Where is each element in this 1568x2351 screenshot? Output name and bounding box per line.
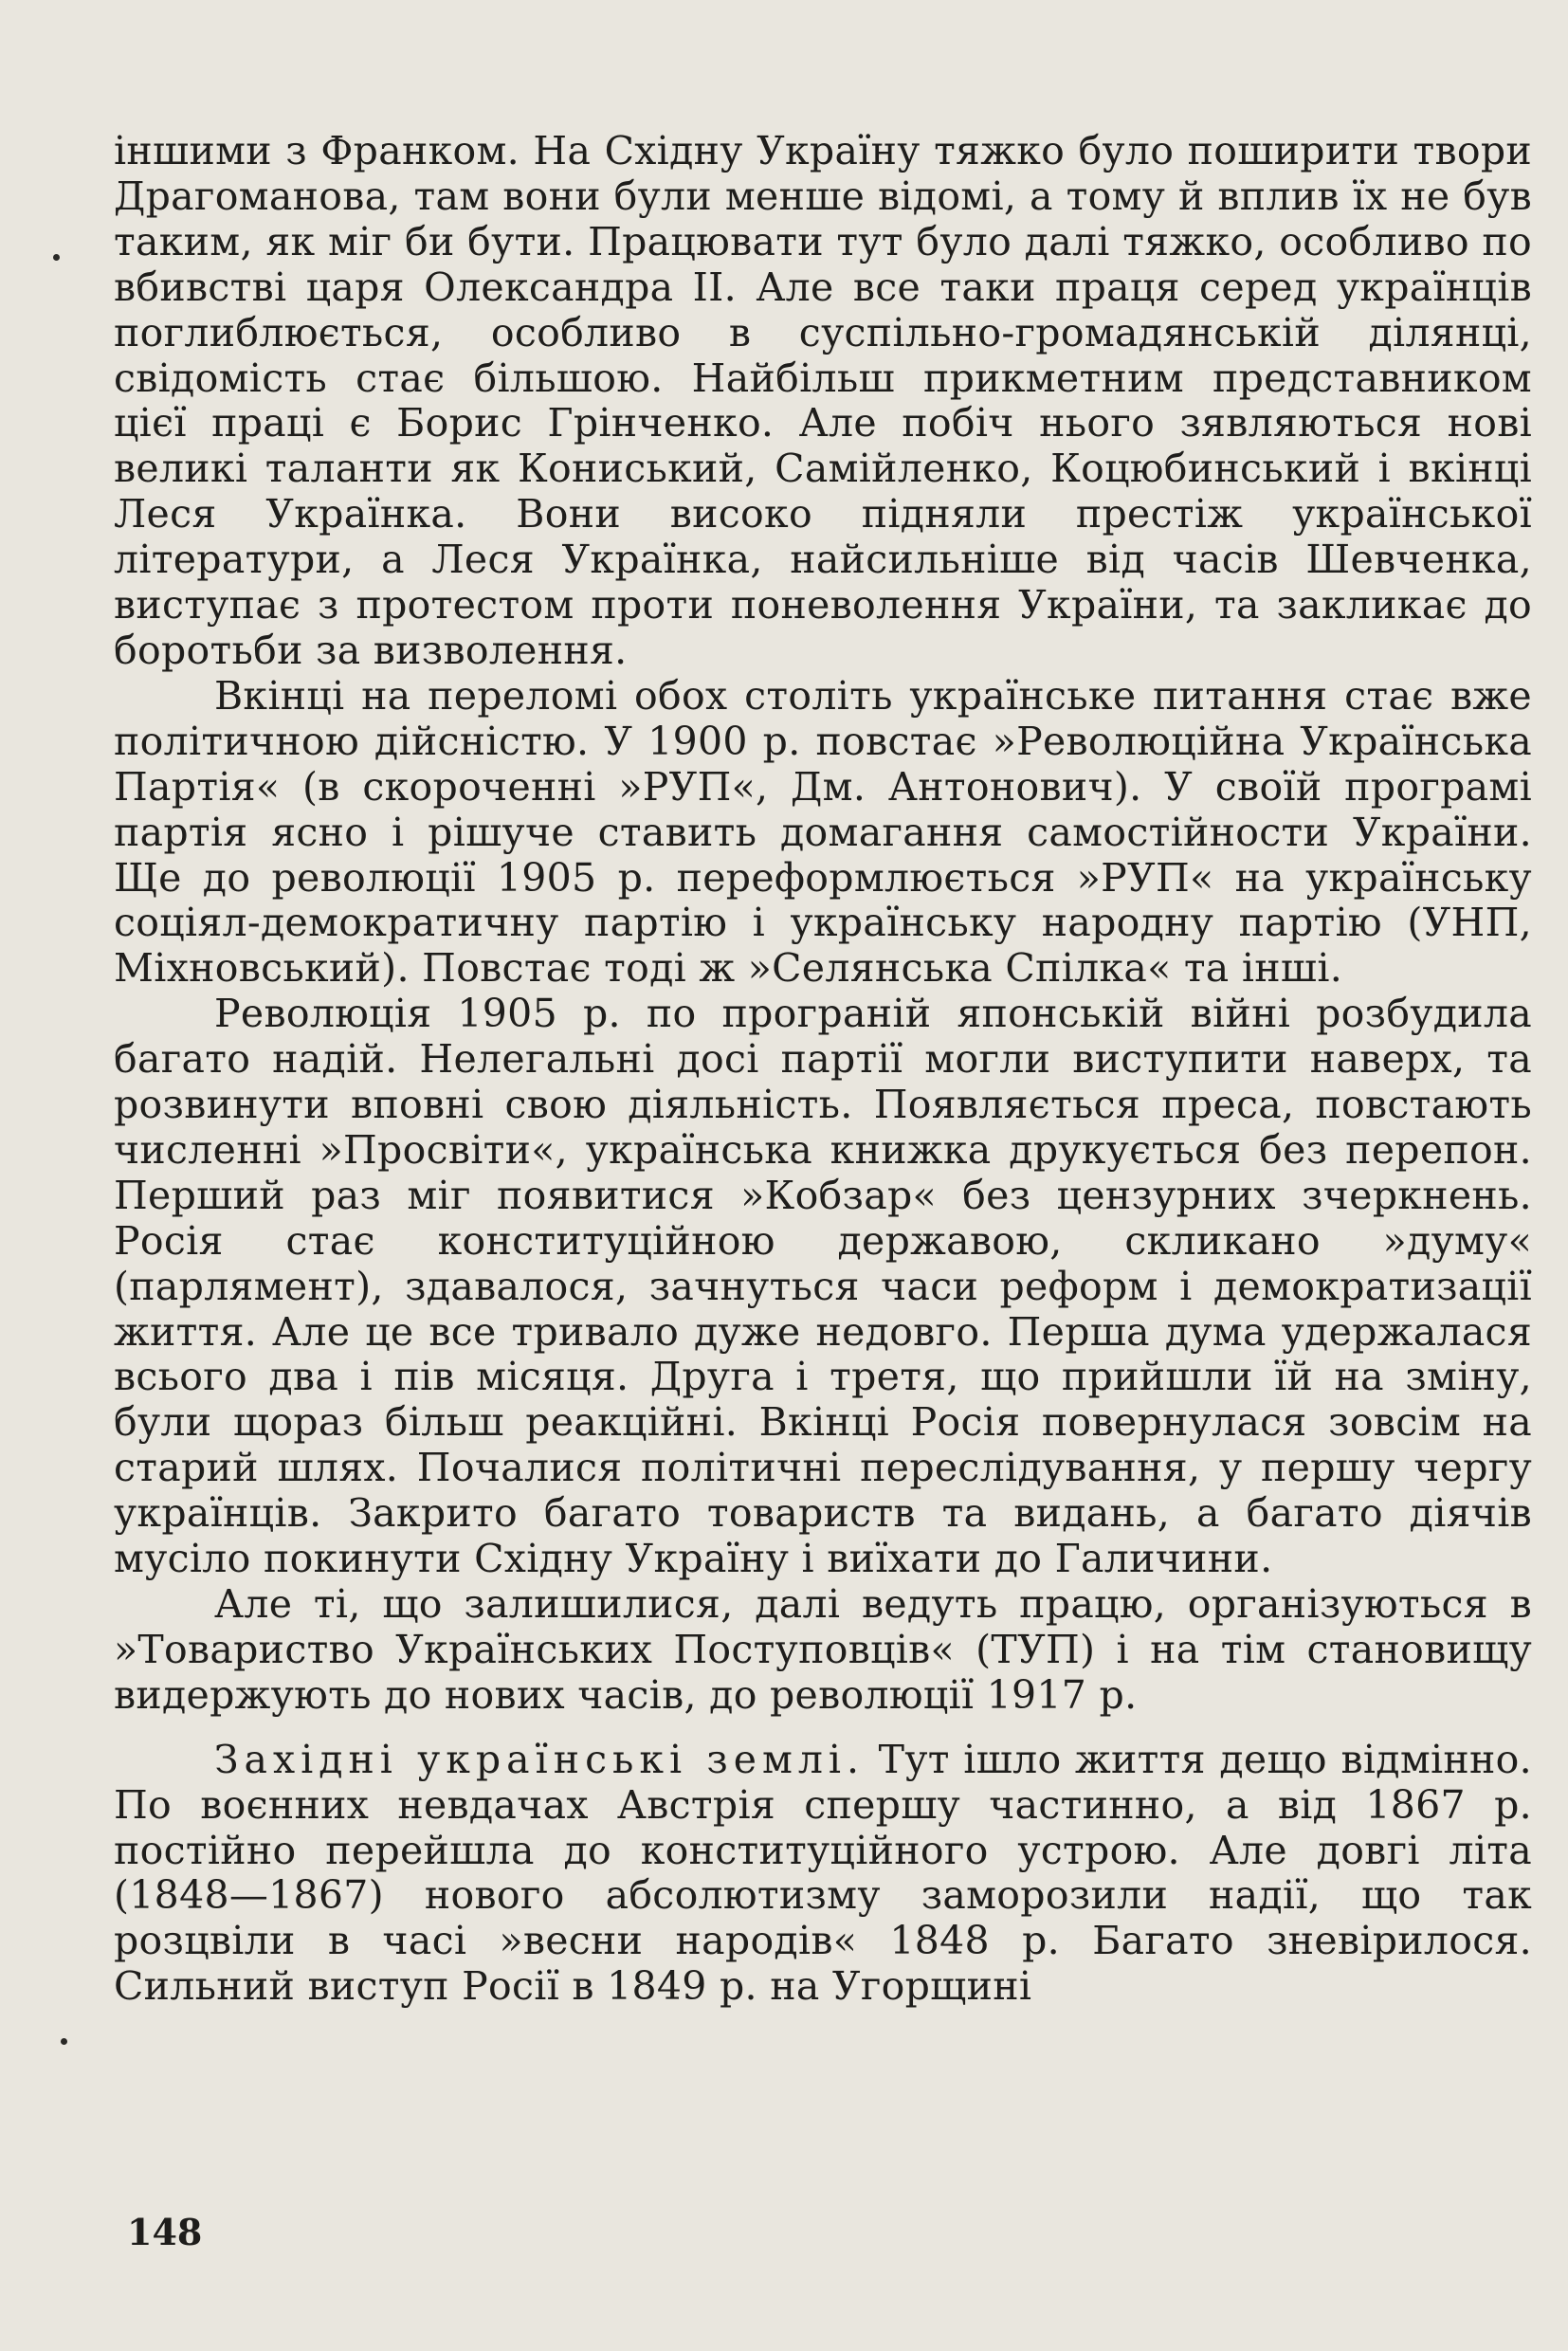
paragraph-east-ukraine-continued: іншими з Франком. На Східну Україну тяжко було поширити твори Драгоманова, там вони були менше відомі, а тому й вплив їх не був таким, як міг би бути. Працювати тут було далі тяжко, особливо по вбивстві царя Олександра II. Але все таки праця серед українців поглиблюється, особливо в суспільно-громадянській ділянці, свідомість стає більшою. Найбільш прикметним представником цієї праці є Борис Грінченко. Але побіч нього зявляються нові великі таланти як Кониський, Самійленко, Коцюбинський і вкінці Леся Українка. Вони високо підняли престіж української літератури, а Леся Українка, найсильніше від часів Шевченка, виступає з протестом проти поневолення України, та закликає до боротьби за визволення.: [114, 128, 1532, 673]
paragraph-revolution-1905: Революція 1905 р. по програній японській війні розбудила багато надій. Нелегальні досі партії могли виступити наверх, та розвинути вповні свою діяльність. Появляється преса, повстають численні »Просвіти«, українська книжка друкується без перепон. Перший раз міг появитися »Кобзар« без цензурних зчеркнень. Росія стає конституційною державою, скликано »думу« (парлямент), здавалося, зачнуться часи реформ і демократизації життя. Але це все тривало дуже недовго. Перша дума удержалася всього два і пів місяця. Друга і третя, що прийшли їй на зміну, були щораз більш реакційні. Вкінці Росія повернулася зовсім на старий шлях. Почалися політичні переслідування, у першу чергу українців. Закрито багато товариств та видань, а багато діячів мусіло покинути Східну Україну і виїхати до Галичини.: [114, 991, 1532, 1582]
margin-speck-top: [53, 254, 60, 261]
section-text-western-lands: Тут ішло життя дещо відмінно. По воєнних невдачах Австрія спершу частинно, а від 1867 р. постійно перейшла до конституційного устрою. Але довгі літа (1848—1867) нового абсолютизму заморозили надії, що так розцвіли в часі »весни народів« 1848 р. Багато зневірилося. Сильний виступ Росії в 1849 р. на Угорщині: [114, 1736, 1532, 2010]
page-number: 148: [127, 2211, 203, 2253]
margin-speck-bottom: [61, 2038, 67, 2045]
paragraph-western-lands: [114, 1738, 1532, 2010]
page-body-text: [114, 129, 1532, 2010]
paragraph-rup-party: Вкінці на переломі обох століть українське питання стає вже політичною дійсністю. У 1900 р. повстає »Революційна Українська Партія« (в скороченні »РУП«, Дм. Антонович). У своїй програмі партія ясно і рішуче ставить домагання самостійности України. Ще до революції 1905 р. переформлюється »РУП« на українську соціял-демократичну партію і українську народну партію (УНП, Міхновський). Повстає тоді ж »Селянська Спілка« та інші.: [114, 672, 1532, 992]
paragraph-tup-society: Але ті, що залишилися, далі ведуть працю, організуються в »Товариство Українських Поступовців« (ТУП) і на тім становищу видержують до нових часів, до революції 1917 р.: [114, 1581, 1532, 1718]
section-spacer: [114, 1719, 1532, 1738]
section-heading-western-lands: Західні українські землі.: [214, 1736, 866, 1782]
